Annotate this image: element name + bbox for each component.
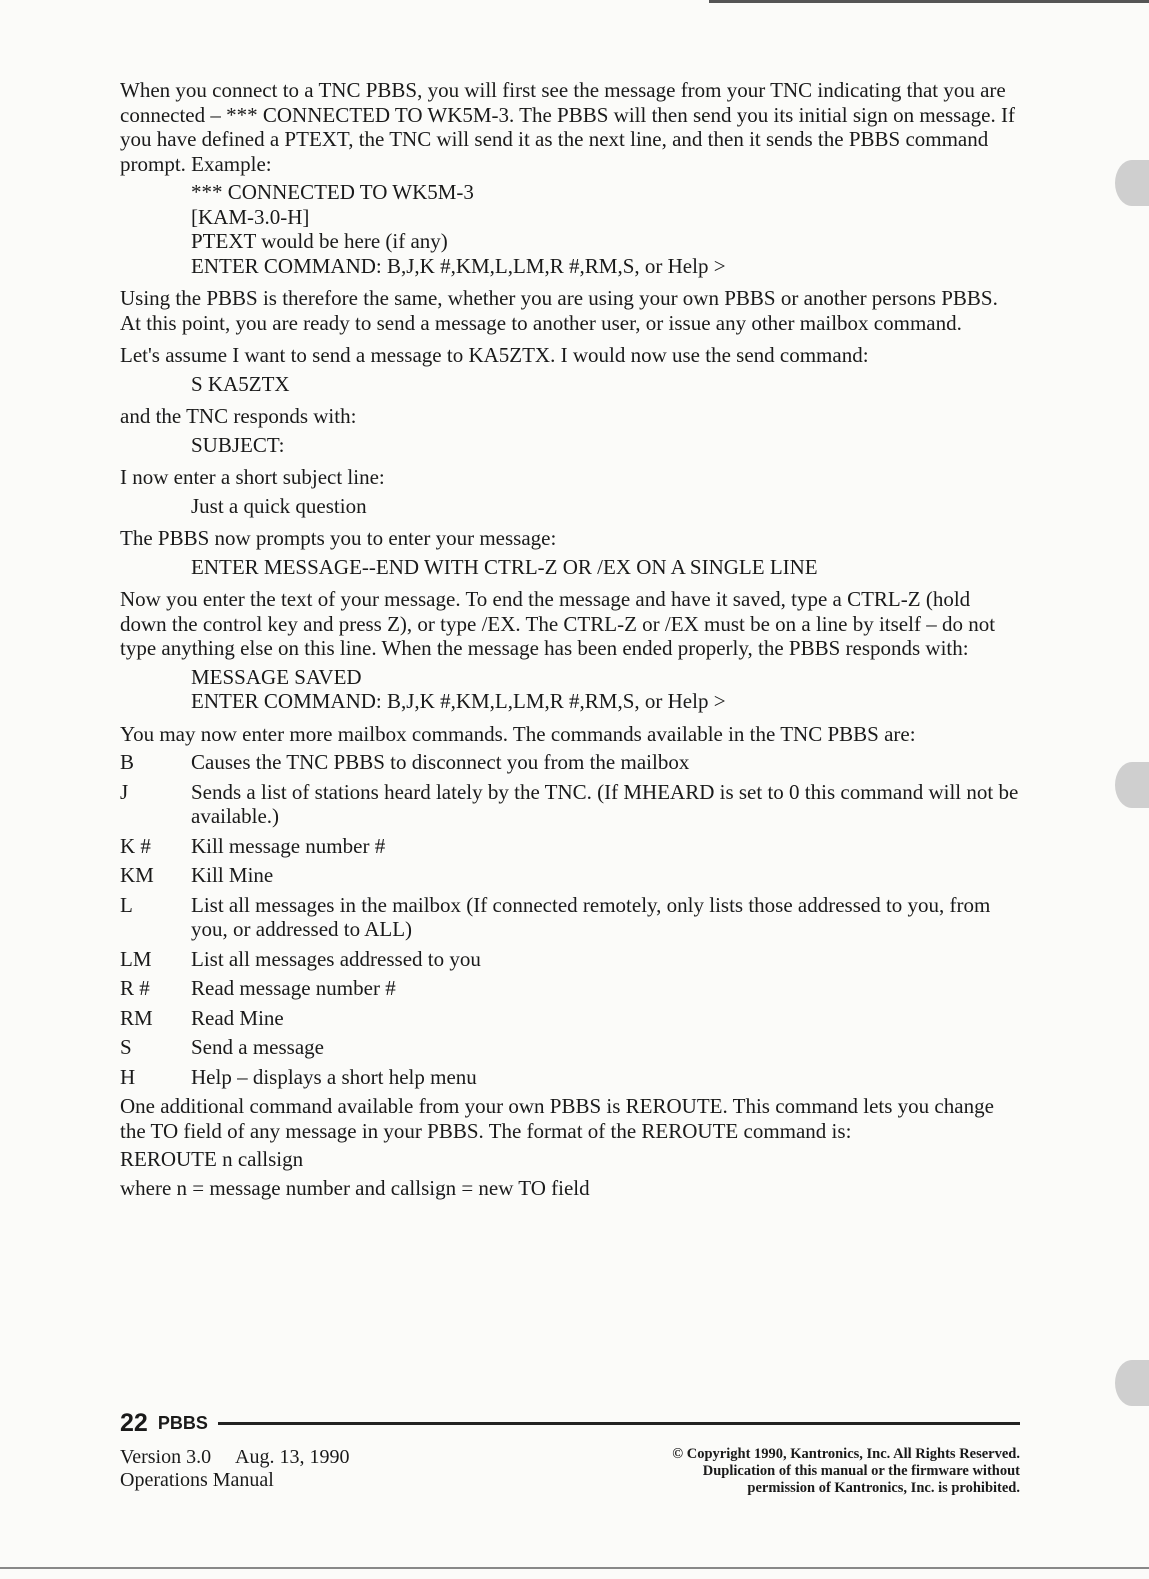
command-row (120, 1006, 1020, 1031)
command-code: KM (120, 863, 154, 887)
version-line: Version 3.0 Aug. 13, 1990 (120, 1446, 350, 1468)
command-desc: Read message number # (191, 976, 396, 1000)
command-row (120, 1065, 1020, 1090)
command-row (120, 863, 1020, 888)
enter-message-prompt: ENTER MESSAGE--END WITH CTRL-Z OR /EX ON A SINGLE LINE (191, 554, 818, 579)
page-number: 22 (120, 1409, 148, 1437)
footer-copyright (672, 1446, 1020, 1497)
command-desc: Help – displays a short help menu (191, 1064, 477, 1089)
command-desc: Send a message (191, 1035, 324, 1059)
example-line: [KAM-3.0-H] (191, 204, 310, 229)
copyright-line: Duplication of this manual or the firmware without (702, 1463, 1020, 1479)
paragraph-prompts: The PBBS now prompts you to enter your message: (120, 526, 557, 550)
paragraph-where: where n = message number and callsign = new TO field (120, 1175, 590, 1200)
bottom-edge-line (0, 1567, 1149, 1569)
paragraph-assume: Let's assume I want to send a message to KA5ZTX. I would now use the send command: (120, 343, 869, 367)
subject-prompt: SUBJECT: (191, 432, 285, 457)
example-line: PTEXT would be here (if any) (191, 229, 448, 253)
command-code: K # (120, 833, 151, 858)
command-desc: Read Mine (191, 1005, 284, 1030)
command-row (120, 834, 1020, 859)
command-desc: List all messages in the mailbox (If connected remotely, only lists those addressed to you, from you, or addressed to ALL) (191, 892, 991, 941)
paragraph-same: Using the PBBS is therefore the same, whether you are using your own PBBS or another persons PBBS. At this point, you are ready to send a message to another user, or issue any other mailbox command. (120, 286, 998, 335)
manual-line: Operations Manual (120, 1469, 274, 1491)
command-row (120, 893, 1020, 942)
command-code: J (120, 779, 129, 804)
page-blot (1115, 1360, 1149, 1406)
command-code: LM (120, 946, 152, 971)
command-list (120, 750, 1020, 1089)
command-code: L (120, 892, 133, 917)
command-code: RM (120, 1005, 153, 1030)
command-row (120, 976, 1020, 1001)
paragraph-intro: When you connect to a TNC PBBS, you will first see the message from your TNC indicating that you are connected – *** CONNECTED TO WK5M-3. The PBBS will then send you its initial sign on message. If you have defined a PTEXT, the TNC will send it as the next line, and then it sends the PBBS command prompt. Example: (120, 78, 1015, 176)
command-desc: Kill message number # (191, 833, 386, 858)
example-line: *** CONNECTED TO WK5M-3 (191, 180, 474, 204)
command-row (120, 947, 1020, 972)
command-code: R # (120, 976, 150, 1000)
command-desc: List all messages addressed to you (191, 946, 481, 971)
example-line: ENTER COMMAND: B,J,K #,KM,L,LM,R #,RM,S, or Help > (191, 253, 726, 278)
send-command: S KA5ZTX (191, 371, 290, 396)
reroute-format: REROUTE n callsign (120, 1147, 304, 1171)
example-saved (120, 665, 1020, 714)
command-desc: Sends a list of stations heard lately by the TNC. (If MHEARD is set to 0 this command will not be available.) (191, 779, 1019, 828)
paragraph-now-enter: Now you enter the text of your message. To end the message and have it saved, type a CTRL-Z (hold down the control key and press Z), or type /EX. The CTRL-Z or /EX must be on a line by itself – do not type anything else on this line. When the message has been ended properly, the PBBS responds with: (120, 587, 996, 660)
footer-header (120, 1409, 1020, 1438)
page-body (120, 78, 1020, 1208)
page-blot (1115, 762, 1149, 808)
command-desc: Kill Mine (191, 863, 274, 887)
section-label: PBBS (157, 1413, 208, 1433)
paragraph-enter-subject: I now enter a short subject line: (120, 465, 385, 489)
example-line: MESSAGE SAVED (191, 664, 362, 689)
footer-rule (218, 1422, 1020, 1425)
command-row (120, 1035, 1020, 1060)
command-row (120, 750, 1020, 775)
command-row (120, 780, 1020, 829)
command-code: S (120, 1035, 132, 1059)
top-edge-line (709, 0, 1149, 3)
paragraph-more-commands: You may now enter more mailbox commands. The commands available in the TNC PBBS are: (120, 721, 916, 746)
command-code: H (120, 1064, 136, 1089)
example-line: ENTER COMMAND: B,J,K #,KM,L,LM,R #,RM,S, or Help > (191, 689, 726, 713)
copyright-line: permission of Kantronics, Inc. is prohibited. (747, 1480, 1020, 1496)
copyright-line: © Copyright 1990, Kantronics, Inc. All Rights Reserved. (672, 1446, 1020, 1462)
page-footer (120, 1409, 1020, 1497)
command-desc: Causes the TNC PBBS to disconnect you from the mailbox (191, 750, 690, 774)
command-code: B (120, 750, 135, 774)
example-connect (120, 180, 1020, 278)
footer-row (120, 1446, 1020, 1497)
paragraph-reroute: One additional command available from your own PBBS is REROUTE. This command lets you change the TO field of any message in your PBBS. The format of the REROUTE command is: (120, 1094, 994, 1143)
page-blot (1115, 160, 1149, 206)
subject-text: Just a quick question (191, 493, 367, 518)
footer-version (120, 1446, 349, 1497)
paragraph-responds: and the TNC responds with: (120, 404, 357, 428)
